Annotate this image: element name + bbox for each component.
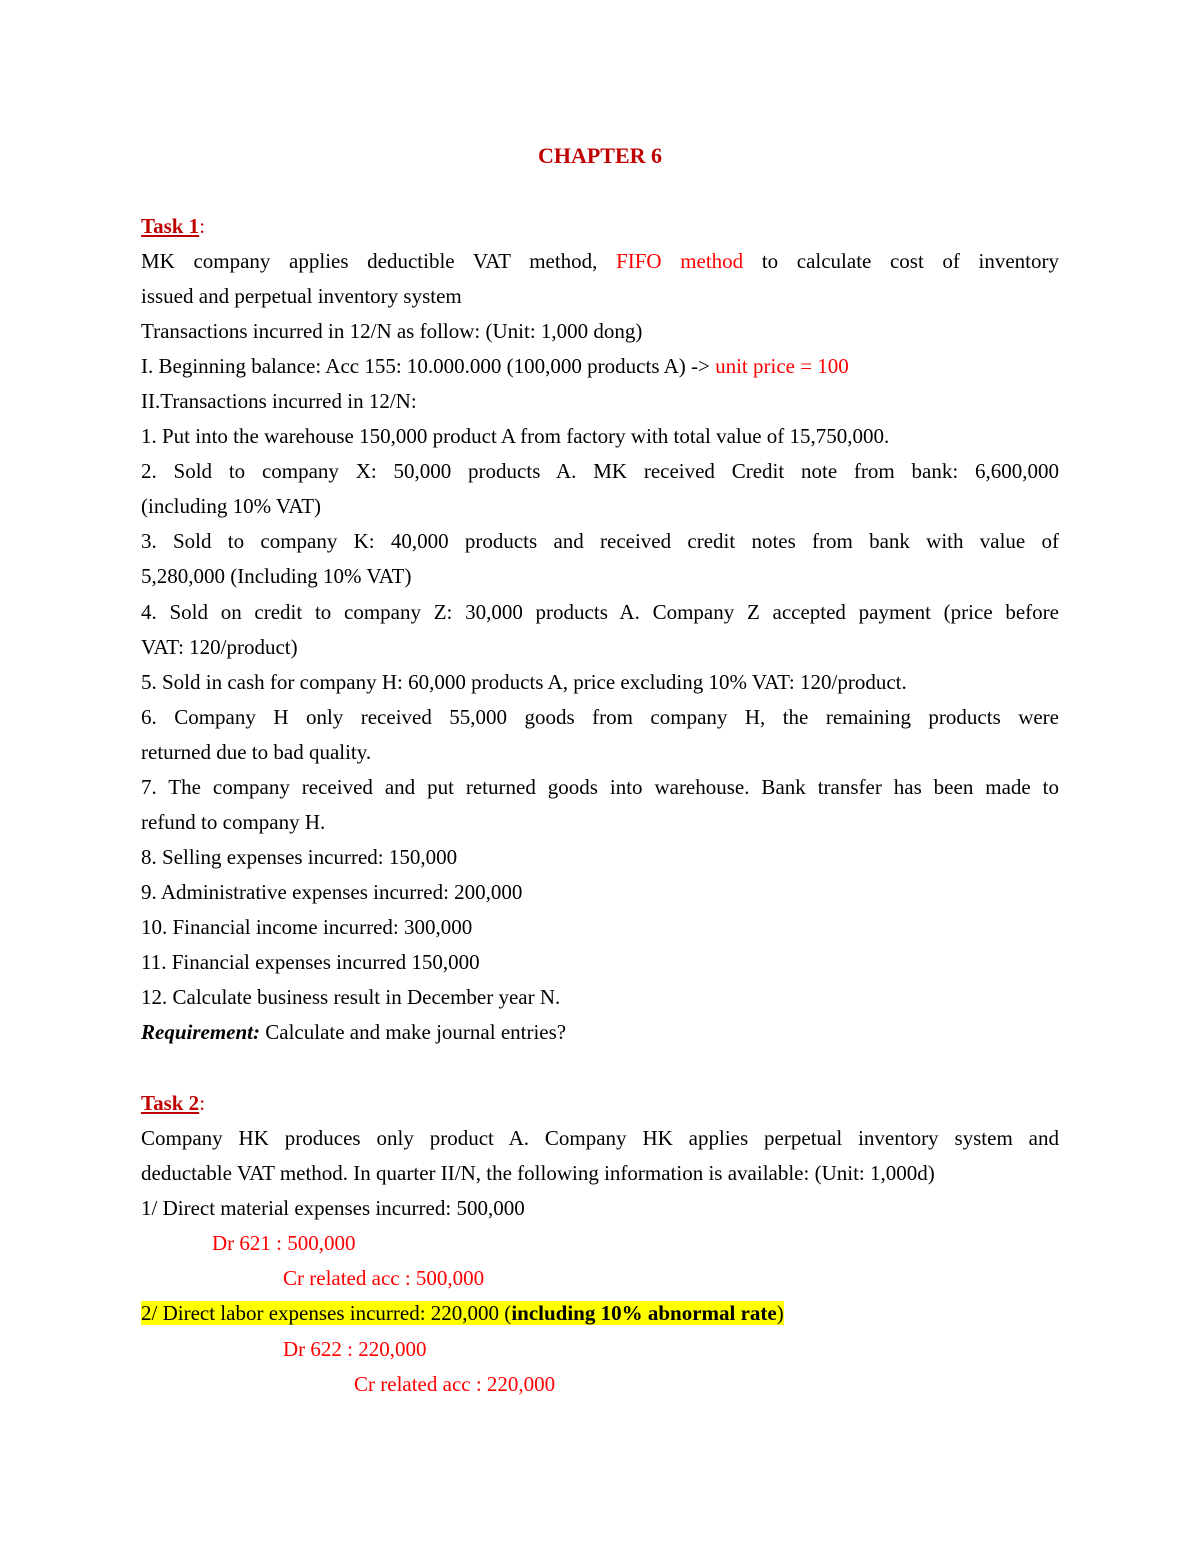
list-item: 12. Calculate business result in December year N. [141,985,561,1009]
beginning-balance-text: I. Beginning balance: Acc 155: 10.000.000 (100,000 products A) -> [141,354,710,378]
task2-item-2-part-1: 2/ Direct labor expenses incurred: 220,000 ( [141,1301,512,1325]
task2-item-1: 1/ Direct material expenses incurred: 500,000 [141,1196,525,1220]
fifo-method-text: FIFO method [616,249,744,273]
list-item: 7. The company received and put returned goods into warehouse. Bank transfer has been made to [141,775,1059,799]
task2-heading: Task 2 [141,1091,200,1115]
task2-intro-line-1: Company HK produces only product A. Company HK applies perpetual inventory system and [141,1126,1059,1150]
task1-intro-part-3: to calculate cost of inventory [761,249,1060,273]
abnormal-rate-text: including 10% abnormal rate [511,1301,777,1325]
task1-heading-colon: : [199,214,206,238]
task2-item-2-credit: Cr related acc : 220,000 [354,1372,556,1396]
task2-item-2-part-3: ) [776,1301,784,1325]
list-item: 9. Administrative expenses incurred: 200,000 [141,880,523,904]
list-item: 3. Sold to company K: 40,000 products and received credit notes from bank with value of [141,529,1059,553]
list-item: returned due to bad quality. [141,740,372,764]
task2-item-1-debit: Dr 621 : 500,000 [212,1231,356,1255]
requirement-text: Calculate and make journal entries? [260,1020,567,1044]
task1-intro-line-2: issued and perpetual inventory system [141,284,462,308]
task2-item-2 [141,1298,784,1328]
task1-intro-part-1: MK company applies deductible VAT method, [141,249,598,273]
list-item: 1. Put into the warehouse 150,000 product A from factory with total value of 15,750,000. [141,424,890,448]
section-2-heading: II.Transactions incurred in 12/N: [141,389,417,413]
list-item: 4. Sold on credit to company Z: 30,000 products A. Company Z accepted payment (price before [141,600,1059,624]
task2-heading-line [141,1088,1059,1118]
list-item: 8. Selling expenses incurred: 150,000 [141,845,458,869]
task2-item-2-text [141,1301,784,1325]
chapter-title: CHAPTER 6 [537,143,663,168]
task1-heading-line [141,211,1059,241]
list-item: 6. Company H only received 55,000 goods from company H, the remaining products were [141,705,1059,729]
requirement-line [141,1017,1059,1047]
task1-heading: Task 1 [141,214,200,238]
transactions-intro: Transactions incurred in 12/N as follow: (Unit: 1,000 dong) [141,319,643,343]
list-item: 2. Sold to company X: 50,000 products A. MK received Credit note from bank: 6,600,000 [141,459,1059,483]
beginning-balance-line [141,351,1059,381]
unit-price-text: unit price = 100 [715,354,849,378]
task1-intro-line-1 [141,246,1059,276]
list-item: 5,280,000 (Including 10% VAT) [141,564,412,588]
list-item: 11. Financial expenses incurred 150,000 [141,950,480,974]
task2-item-2-debit: Dr 622 : 220,000 [283,1337,427,1361]
list-item: refund to company H. [141,810,326,834]
task2-item-1-credit: Cr related acc : 500,000 [283,1266,485,1290]
list-item: VAT: 120/product) [141,635,298,659]
list-item: (including 10% VAT) [141,494,322,518]
task2-heading-colon: : [199,1091,206,1115]
requirement-label: Requirement: [141,1020,260,1044]
list-item: 5. Sold in cash for company H: 60,000 products A, price excluding 10% VAT: 120/product. [141,670,907,694]
list-item: 10. Financial income incurred: 300,000 [141,915,473,939]
task2-intro-line-2: deductable VAT method. In quarter II/N, the following information is available: (Unit: 1,000d) [141,1161,935,1185]
